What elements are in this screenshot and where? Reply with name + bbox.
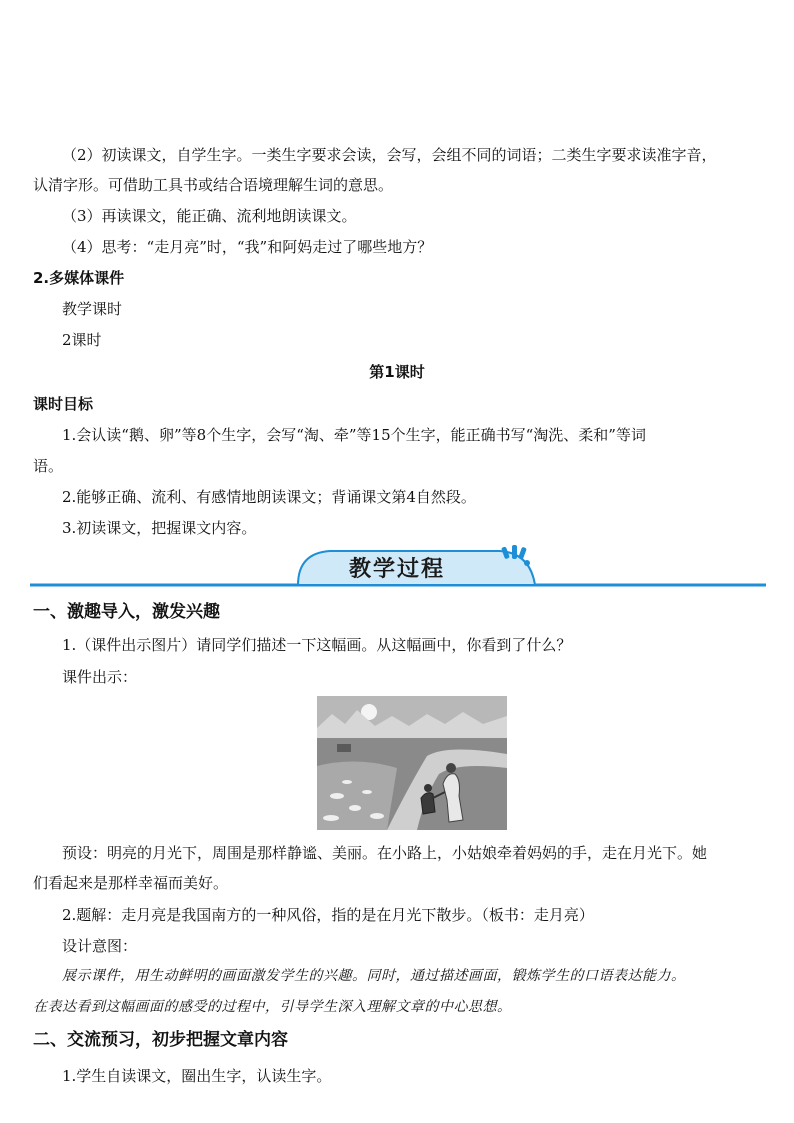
step-4: （4）思考：“走月亮”时，“我”和阿妈走过了哪些地方？ (62, 238, 433, 256)
teaching-hours-value: 2课时 (62, 331, 102, 349)
step-2-line-1: （2）初读课文，自学生字。一类生字要求会读，会写，会组不同的词语；二类生字要求读准字音， (62, 146, 717, 164)
design-intent-label: 设计意图： (62, 937, 138, 955)
heading-part-two: 二、交流预习，初步把握文章内容 (33, 1030, 288, 1050)
heading-part-one: 一、激趣导入，激发兴趣 (33, 602, 220, 622)
lesson-goals-heading: 课时目标 (33, 395, 94, 413)
lesson-1-title: 第1课时 (369, 363, 425, 381)
courseware-label: 课件出示： (62, 668, 138, 686)
activity-1: 1.学生自读课文，圈出生字，认读生字。 (62, 1067, 332, 1085)
goal-1-line-1: 1.会认读“鹅、卵”等8个生字，会写“淘、牵”等15个生字，能正确书写“淘洗、柔和”等词 (62, 426, 646, 444)
goal-3: 3.初读课文，把握课文内容。 (62, 519, 257, 537)
title-explanation: 2.题解：走月亮是我国南方的一种风俗，指的是在月光下散步。（板书：走月亮） (62, 906, 594, 924)
preset-answer-line-2: 们看起来是那样幸福而美好。 (33, 874, 229, 892)
preset-answer-line-1: 预设：明亮的月光下，周围是那样静谧、美丽。在小路上，小姑娘牵着妈妈的手，走在月光下。她 (62, 844, 708, 862)
goal-1-line-2: 语。 (33, 457, 64, 475)
moonlit-walk-illustration (317, 696, 507, 830)
design-intent-line-1: 展示课件，用生动鲜明的画面激发学生的兴趣。同时，通过描述画面，锻炼学生的口语表达能力。 (62, 968, 686, 984)
step-2-line-2: 认清字形。可借助工具书或结合语境理解生词的意思。 (33, 176, 394, 194)
question-1: 1.（课件出示图片）请同学们描述一下这幅画。从这幅画中，你看到了什么？ (62, 636, 572, 654)
step-3: （3）再读课文，能正确、流利地朗读课文。 (62, 207, 357, 225)
goal-2: 2.能够正确、流利、有感情地朗读课文；背诵课文第4自然段。 (62, 488, 476, 506)
section-multimedia: 2.多媒体课件 (33, 269, 125, 287)
design-intent-line-2: 在表达看到这幅画面的感受的过程中，引导学生深入理解文章的中心思想。 (33, 999, 512, 1015)
banner-title: 教学过程 (348, 557, 445, 582)
teaching-hours-label: 教学课时 (62, 300, 123, 318)
